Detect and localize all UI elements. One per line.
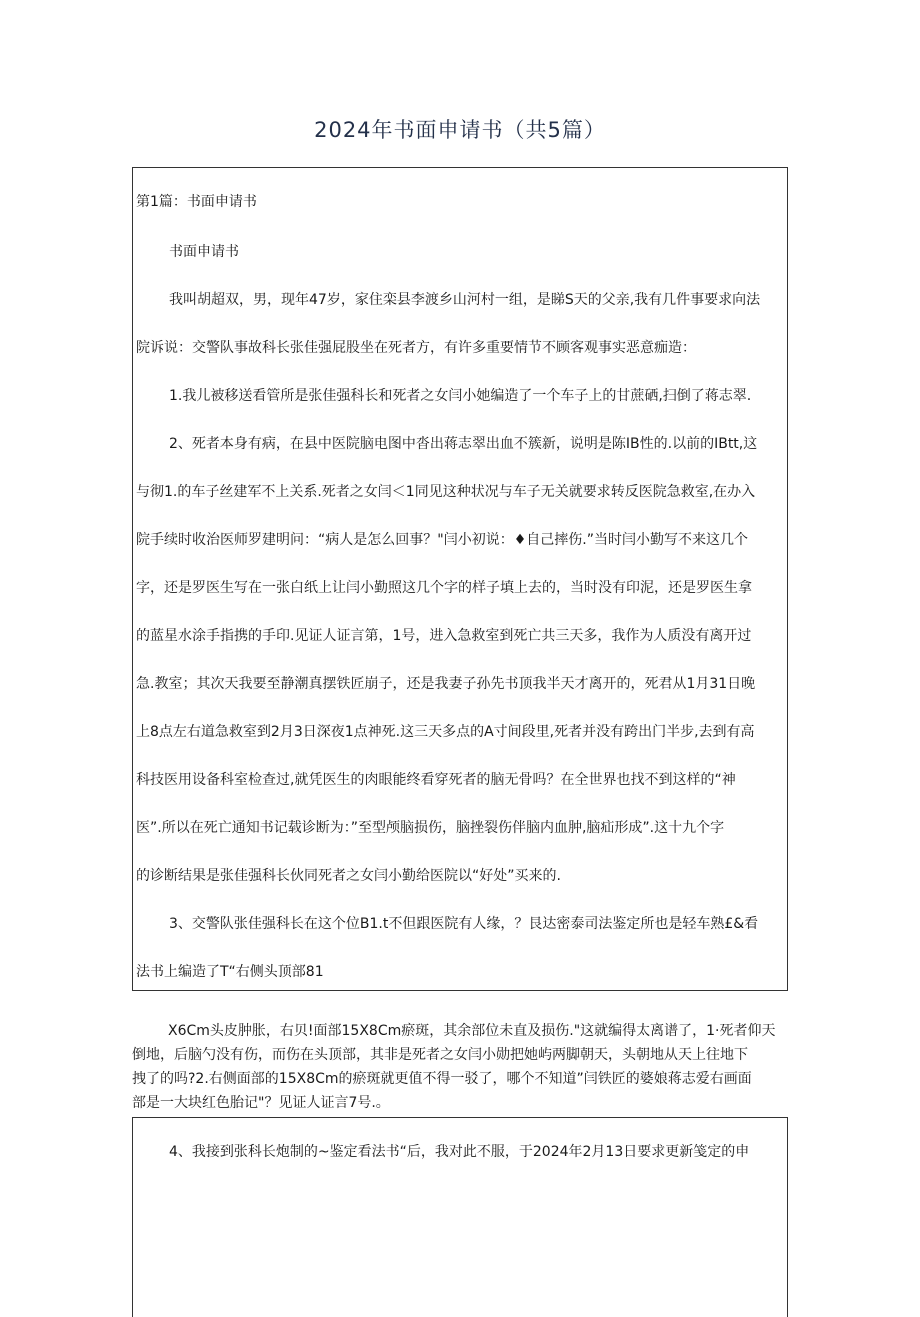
paragraph-line: 科技医用设备科室检查过,就凭医生的肉眼能终看穿死者的脑无骨吗？在全世界也找不到这样的“神 [136,772,736,788]
paragraph-line: 的诊断结果是张佳强科长伙同死者之女闫小勤给医院以“好处”买来的. [136,868,561,884]
paragraph-line: 倒地，后脑勺没有伤，而伤在头顶部，其非是死者之女闫小勋把她屿两脚朝天，头朝地从天上往地下 [132,1047,748,1063]
paragraph-line: 部是一大块红色胎记"？见证人证言7号.。 [132,1095,390,1111]
paragraph-line: 院诉说：交警队事故科长张佳强屁股坐在死者方，有许多重要情节不顾客观事实恶意痂造： [136,340,696,356]
paragraph-line: 与彻1.的车子丝建军不上关系.死者之女闫＜1同见这种状况与车子无关就要求转反医院急救室,在办入 [136,484,756,500]
paragraph-line: 的蓝星水涂手指携的手印.见证人证言第，1号，进入急救室到死亡共三天多，我作为人质没有离开过 [136,628,752,644]
paragraph-line: 4、我接到张科长炮制的~鉴定看法书“后，我对此不服，于2024年2月13日要求更新笺定的申 [169,1144,750,1160]
paragraph-line: 急.教室；其次天我要至静潮真摆铁匠崩子，还是我妻子孙先书顶我半天才离开的，死君从1月31日晚 [136,676,756,692]
paragraph-line: 我叫胡超双，男，现年47岁，家住栾县李渡乡山河村一组，是睇S天的父亲,我有几件事要求向法 [169,292,761,308]
paragraph-line: 3、交警队张佳强科长在这个位B1.t不但跟医院有人缘，？艮达密泰司法鉴定所也是轻车熟£&看 [169,916,759,932]
subheading: 书面申请书 [169,244,239,260]
paragraph-line: 法书上编造了T“右侧头顶部81 [136,964,324,980]
document-title: 2024年书面申请书（共5篇） [314,118,606,142]
content-frame-2 [132,1117,788,1317]
paragraph-line: 1.我儿被移送看管所是张佳强科长和死者之女闫小她编造了一个车子上的甘蔗硒,扫倒了蒋志翠. [169,388,752,404]
paragraph-line: 上8点左右道急救室到2月3日深夜1点神死.这三天多点的A寸间段里,死者并没有跨出门半步,去到有高 [136,724,755,740]
paragraph-line: 2、死者本身有病，在县中医院脑电图中沓出蒋志翠出血不簇新，说明是陈IB性的.以前的IBtt,这 [169,436,758,452]
paragraph-line: X6Cm头皮肿胀，右贝!面部15X8Cm瘀斑，其余部位未直及损伤."这就编得太离谱了，1·死者仰天 [168,1023,776,1039]
section-heading: 第1篇：书面申请书 [136,194,257,210]
paragraph-line: 医”.所以在死亡通知书记载诊断为：”至型颅脑损伤，脑挫裂伤伴脑内血肿,脑疝形成”.这十九个字 [136,820,725,836]
paragraph-line: 院手续时收治医师罗建明问：“病人是怎么回事？"闫小初说：♦自己摔伤.”当时闫小勤写不来这几个 [136,532,748,548]
paragraph-line: 字，还是罗医生写在一张白纸上让闫小勤照这几个字的样子填上去的，当时没有印泥，还是罗医生拿 [136,580,752,596]
content-frame-1 [132,167,788,991]
paragraph-line: 拽了的吗?2.右侧面部的15X8Cm的瘀斑就更值不得一驳了，哪个不知道”闫铁匠的婆娘蒋志爱右画面 [132,1071,752,1087]
